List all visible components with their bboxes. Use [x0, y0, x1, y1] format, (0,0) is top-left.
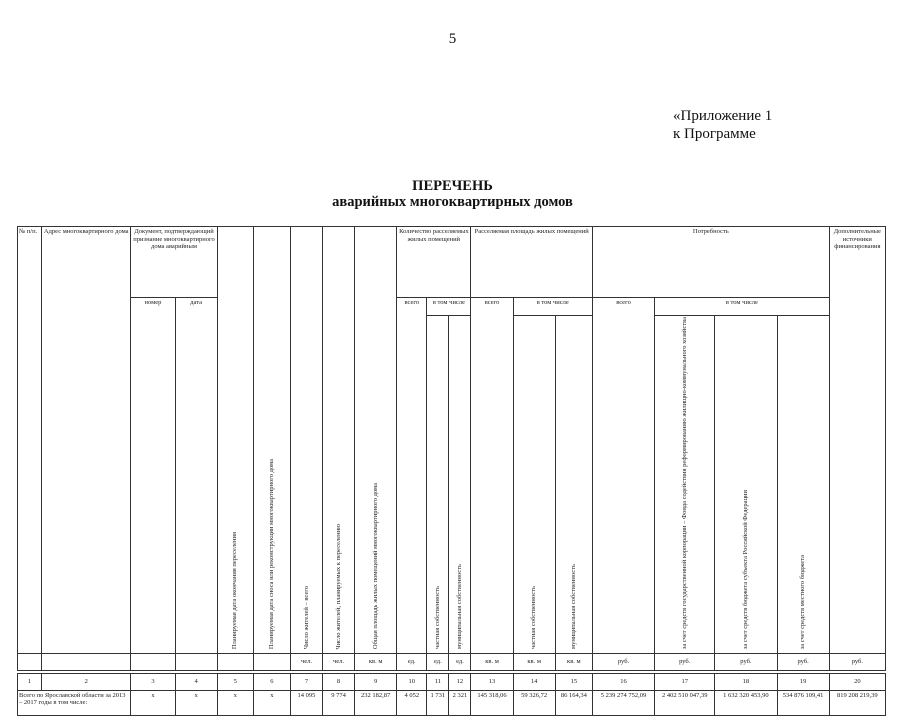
unit-cell: чел. [290, 653, 322, 670]
total-cell: 534 876 109,41 [777, 690, 829, 715]
unit-cell: ед. [427, 653, 449, 670]
col-number: 18 [715, 673, 777, 690]
col-number: 10 [397, 673, 427, 690]
total-cell: 2 321 [449, 690, 471, 715]
unit-blank-6 [253, 653, 290, 670]
col-number: 9 [355, 673, 397, 690]
houses-table [17, 226, 886, 716]
col-number: 11 [427, 673, 449, 690]
total-cell: 2 402 510 047,39 [655, 690, 715, 715]
col-number: 4 [175, 673, 217, 690]
appendix-reference [673, 107, 772, 143]
hdr-rooms-including: в том числе [427, 298, 471, 316]
col-number: 14 [513, 673, 555, 690]
hdr-resettlement-date: Планируемая дата окончания переселения [217, 227, 253, 654]
unit-cell: ед. [449, 653, 471, 670]
unit-blank-5 [217, 653, 253, 670]
total-cell: 1 731 [427, 690, 449, 715]
total-cell: 819 208 219,39 [829, 690, 885, 715]
total-cell: 232 182,87 [355, 690, 397, 715]
unit-cell: руб. [592, 653, 654, 670]
col-number: 6 [253, 673, 290, 690]
appendix-line-1: «Приложение 1 [673, 108, 773, 124]
col-number: 13 [471, 673, 513, 690]
unit-cell: руб. [655, 653, 715, 670]
title-line-1: ПЕРЕЧЕНЬ [412, 178, 493, 194]
total-cell: 86 164,34 [555, 690, 592, 715]
hdr-need-local: за счет средств местного бюджета [777, 316, 829, 654]
unit-cell: чел. [323, 653, 355, 670]
col-number: 8 [323, 673, 355, 690]
col-number: 12 [449, 673, 471, 690]
hdr-resettled-area: Расселяемая площадь жилых помещений [471, 227, 592, 298]
hdr-doc-date: дата [175, 298, 217, 654]
hdr-residents-resettled: Число жителей, планируемых к переселению [323, 227, 355, 654]
table-row [18, 690, 886, 715]
total-cell: х [175, 690, 217, 715]
hdr-residents-total: Число жителей – всего [290, 227, 322, 654]
unit-cell: руб. [777, 653, 829, 670]
appendix-line-2: к Программе [673, 126, 756, 142]
col-number: 20 [829, 673, 885, 690]
hdr-doc-number: номер [131, 298, 175, 654]
unit-cell: руб. [829, 653, 885, 670]
hdr-demolition-date: Планируемая дата сноса или реконструкции многоквартирного дома [253, 227, 290, 654]
unit-cell: кв. м [513, 653, 555, 670]
hdr-need-regional: за счет средств бюджета субъекта Российской Федерации [715, 316, 777, 654]
unit-cell: кв. м [355, 653, 397, 670]
unit-blank-2 [42, 653, 131, 670]
hdr-rooms-total: всего [397, 298, 427, 654]
total-cell: 5 239 274 752,09 [592, 690, 654, 715]
total-row-label: Всего по Ярославской области за 2013 – 2017 годы в том числе: [18, 690, 131, 715]
hdr-document: Документ, подтверждающий признание многоквартирного дома аварийным [131, 227, 217, 298]
total-cell: 59 326,72 [513, 690, 555, 715]
col-number: 5 [217, 673, 253, 690]
col-number: 2 [42, 673, 131, 690]
hdr-area-including: в том числе [513, 298, 592, 316]
total-cell: 9 774 [323, 690, 355, 715]
total-cell: 4 052 [397, 690, 427, 715]
document-title [0, 178, 905, 210]
hdr-need-total: всего [592, 298, 654, 654]
unit-cell: руб. [715, 653, 777, 670]
col-number: 16 [592, 673, 654, 690]
hdr-need-fund: за счет средств государственной корпорации – Фонда содействия реформированию жилищно-коммунального хозяйства [655, 316, 715, 654]
col-number: 1 [18, 673, 42, 690]
total-cell: х [253, 690, 290, 715]
hdr-rooms-count: Количество расселяемых жилых помещений [397, 227, 471, 298]
hdr-need: Потребность [592, 227, 829, 298]
hdr-num: № п/п. [18, 227, 42, 654]
col-number: 7 [290, 673, 322, 690]
unit-cell: кв. м [471, 653, 513, 670]
unit-blank-3 [131, 653, 175, 670]
col-number: 19 [777, 673, 829, 690]
hdr-area-municipal: муниципальная собственность [555, 316, 592, 654]
col-number: 15 [555, 673, 592, 690]
unit-cell: кв. м [555, 653, 592, 670]
total-cell: 145 318,06 [471, 690, 513, 715]
unit-blank-4 [175, 653, 217, 670]
hdr-area-total: всего [471, 298, 513, 654]
total-cell: х [217, 690, 253, 715]
unit-cell: ед. [397, 653, 427, 670]
total-cell: 14 095 [290, 690, 322, 715]
hdr-rooms-private: частная собственность [427, 316, 449, 654]
title-line-2: аварийных многоквартирных домов [332, 194, 573, 210]
page-number: 5 [448, 31, 457, 47]
total-cell: х [131, 690, 175, 715]
total-cell: 1 632 320 453,90 [715, 690, 777, 715]
hdr-total-area: Общая площадь жилых помещений многоквартирного дома [355, 227, 397, 654]
hdr-area-private: частная собственность [513, 316, 555, 654]
hdr-rooms-municipal: муниципальная собственность [449, 316, 471, 654]
hdr-additional-sources: Дополнительные источники финансирования [829, 227, 885, 654]
col-number: 17 [655, 673, 715, 690]
col-number: 3 [131, 673, 175, 690]
unit-blank-1 [18, 653, 42, 670]
hdr-address: Адрес многоквартирного дома [42, 227, 131, 654]
hdr-need-including: в том числе [655, 298, 830, 316]
column-number-row [18, 673, 886, 690]
